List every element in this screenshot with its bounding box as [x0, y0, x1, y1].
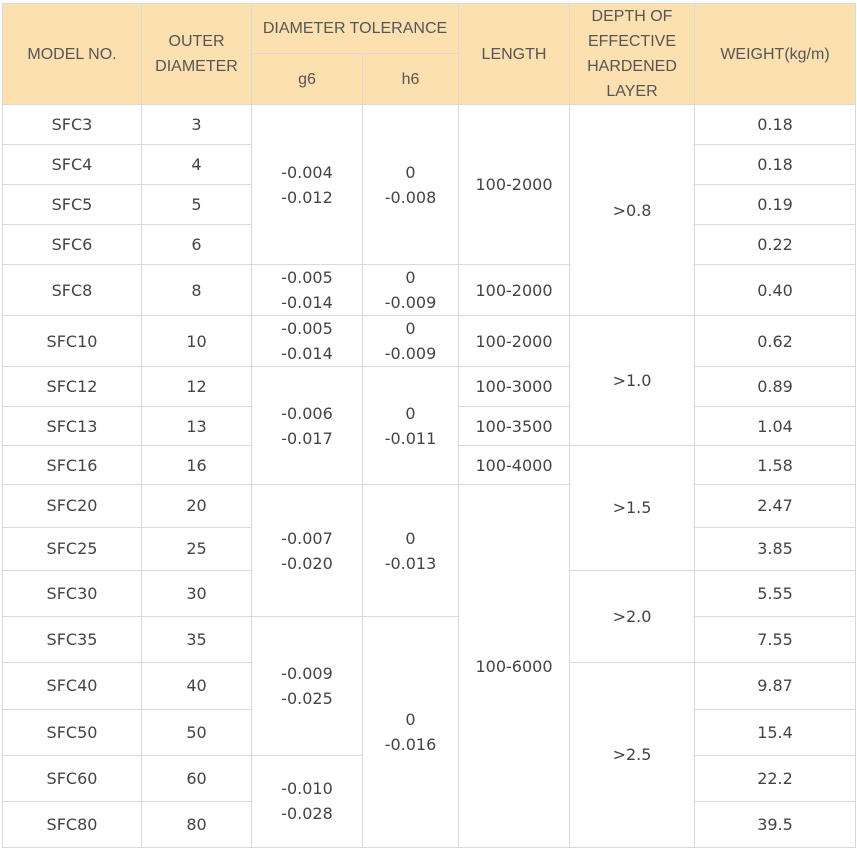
h6-tolerance-cell: 0 -0.008 [363, 105, 459, 265]
length-cell: 100-2000 [459, 316, 570, 367]
depth-cell: >1.5 [570, 446, 695, 570]
h6-tolerance-cell: 0 -0.009 [363, 316, 459, 367]
weight-cell: 0.40 [695, 265, 856, 316]
weight-cell: 22.2 [695, 755, 856, 801]
g6-tolerance-cell: -0.005 -0.014 [252, 316, 363, 367]
depth-cell: >2.5 [570, 662, 695, 847]
diameter-cell: 20 [142, 485, 252, 527]
model-cell: SFC4 [3, 145, 142, 185]
g6-tolerance-cell: -0.007 -0.020 [252, 485, 363, 616]
weight-cell: 9.87 [695, 662, 856, 709]
model-cell: SFC60 [3, 755, 142, 801]
length-cell: 100-2000 [459, 265, 570, 316]
model-cell: SFC25 [3, 527, 142, 570]
g6-tolerance-cell: -0.006 -0.017 [252, 367, 363, 485]
weight-cell: 1.58 [695, 446, 856, 485]
g6-tolerance-cell: -0.004 -0.012 [252, 105, 363, 265]
weight-cell: 2.47 [695, 485, 856, 527]
h6-tolerance-cell: 0 -0.011 [363, 367, 459, 485]
weight-cell: 0.18 [695, 145, 856, 185]
diameter-cell: 3 [142, 105, 252, 145]
model-cell: SFC20 [3, 485, 142, 527]
model-cell: SFC50 [3, 709, 142, 755]
diameter-cell: 25 [142, 527, 252, 570]
model-cell: SFC5 [3, 185, 142, 225]
weight-cell: 1.04 [695, 407, 856, 446]
depth-cell: >2.0 [570, 570, 695, 662]
header-outer-diameter: OUTER DIAMETER [142, 4, 252, 105]
diameter-cell: 16 [142, 446, 252, 485]
weight-cell: 3.85 [695, 527, 856, 570]
diameter-cell: 80 [142, 801, 252, 847]
length-cell: 100-3500 [459, 407, 570, 446]
weight-cell: 0.22 [695, 225, 856, 265]
diameter-cell: 5 [142, 185, 252, 225]
weight-cell: 0.19 [695, 185, 856, 225]
diameter-cell: 6 [142, 225, 252, 265]
model-cell: SFC12 [3, 367, 142, 407]
length-cell: 100-3000 [459, 367, 570, 407]
h6-tolerance-cell: 0 -0.009 [363, 265, 459, 316]
model-cell: SFC80 [3, 801, 142, 847]
model-cell: SFC35 [3, 616, 142, 662]
specification-table [2, 3, 856, 848]
diameter-cell: 60 [142, 755, 252, 801]
g6-tolerance-cell: -0.009 -0.025 [252, 616, 363, 755]
length-cell: 100-6000 [459, 485, 570, 848]
model-cell: SFC40 [3, 662, 142, 709]
diameter-cell: 4 [142, 145, 252, 185]
diameter-cell: 50 [142, 709, 252, 755]
g6-tolerance-cell: -0.010 -0.028 [252, 755, 363, 847]
diameter-cell: 10 [142, 316, 252, 367]
weight-cell: 5.55 [695, 570, 856, 616]
model-cell: SFC13 [3, 407, 142, 446]
weight-cell: 7.55 [695, 616, 856, 662]
model-cell: SFC3 [3, 105, 142, 145]
depth-cell: >0.8 [570, 105, 695, 316]
g6-tolerance-cell: -0.005 -0.014 [252, 265, 363, 316]
weight-cell: 0.62 [695, 316, 856, 367]
weight-cell: 0.89 [695, 367, 856, 407]
diameter-cell: 40 [142, 662, 252, 709]
header-weight: WEIGHT(kg/m) [695, 4, 856, 105]
h6-tolerance-cell: 0 -0.013 [363, 485, 459, 616]
header-h6: h6 [363, 54, 459, 105]
header-diameter-tolerance: DIAMETER TOLERANCE [252, 4, 459, 54]
diameter-cell: 13 [142, 407, 252, 446]
weight-cell: 15.4 [695, 709, 856, 755]
diameter-cell: 30 [142, 570, 252, 616]
length-cell: 100-4000 [459, 446, 570, 485]
diameter-cell: 8 [142, 265, 252, 316]
diameter-cell: 12 [142, 367, 252, 407]
header-depth-hardened-layer: DEPTH OF EFFECTIVE HARDENED LAYER [570, 4, 695, 105]
weight-cell: 0.18 [695, 105, 856, 145]
model-cell: SFC30 [3, 570, 142, 616]
weight-cell: 39.5 [695, 801, 856, 847]
model-cell: SFC6 [3, 225, 142, 265]
header-model-no: MODEL NO. [3, 4, 142, 105]
depth-cell: >1.0 [570, 316, 695, 446]
header-g6: g6 [252, 54, 363, 105]
model-cell: SFC10 [3, 316, 142, 367]
model-cell: SFC16 [3, 446, 142, 485]
length-cell: 100-2000 [459, 105, 570, 265]
header-length: LENGTH [459, 4, 570, 105]
h6-tolerance-cell: 0 -0.016 [363, 616, 459, 847]
diameter-cell: 35 [142, 616, 252, 662]
model-cell: SFC8 [3, 265, 142, 316]
